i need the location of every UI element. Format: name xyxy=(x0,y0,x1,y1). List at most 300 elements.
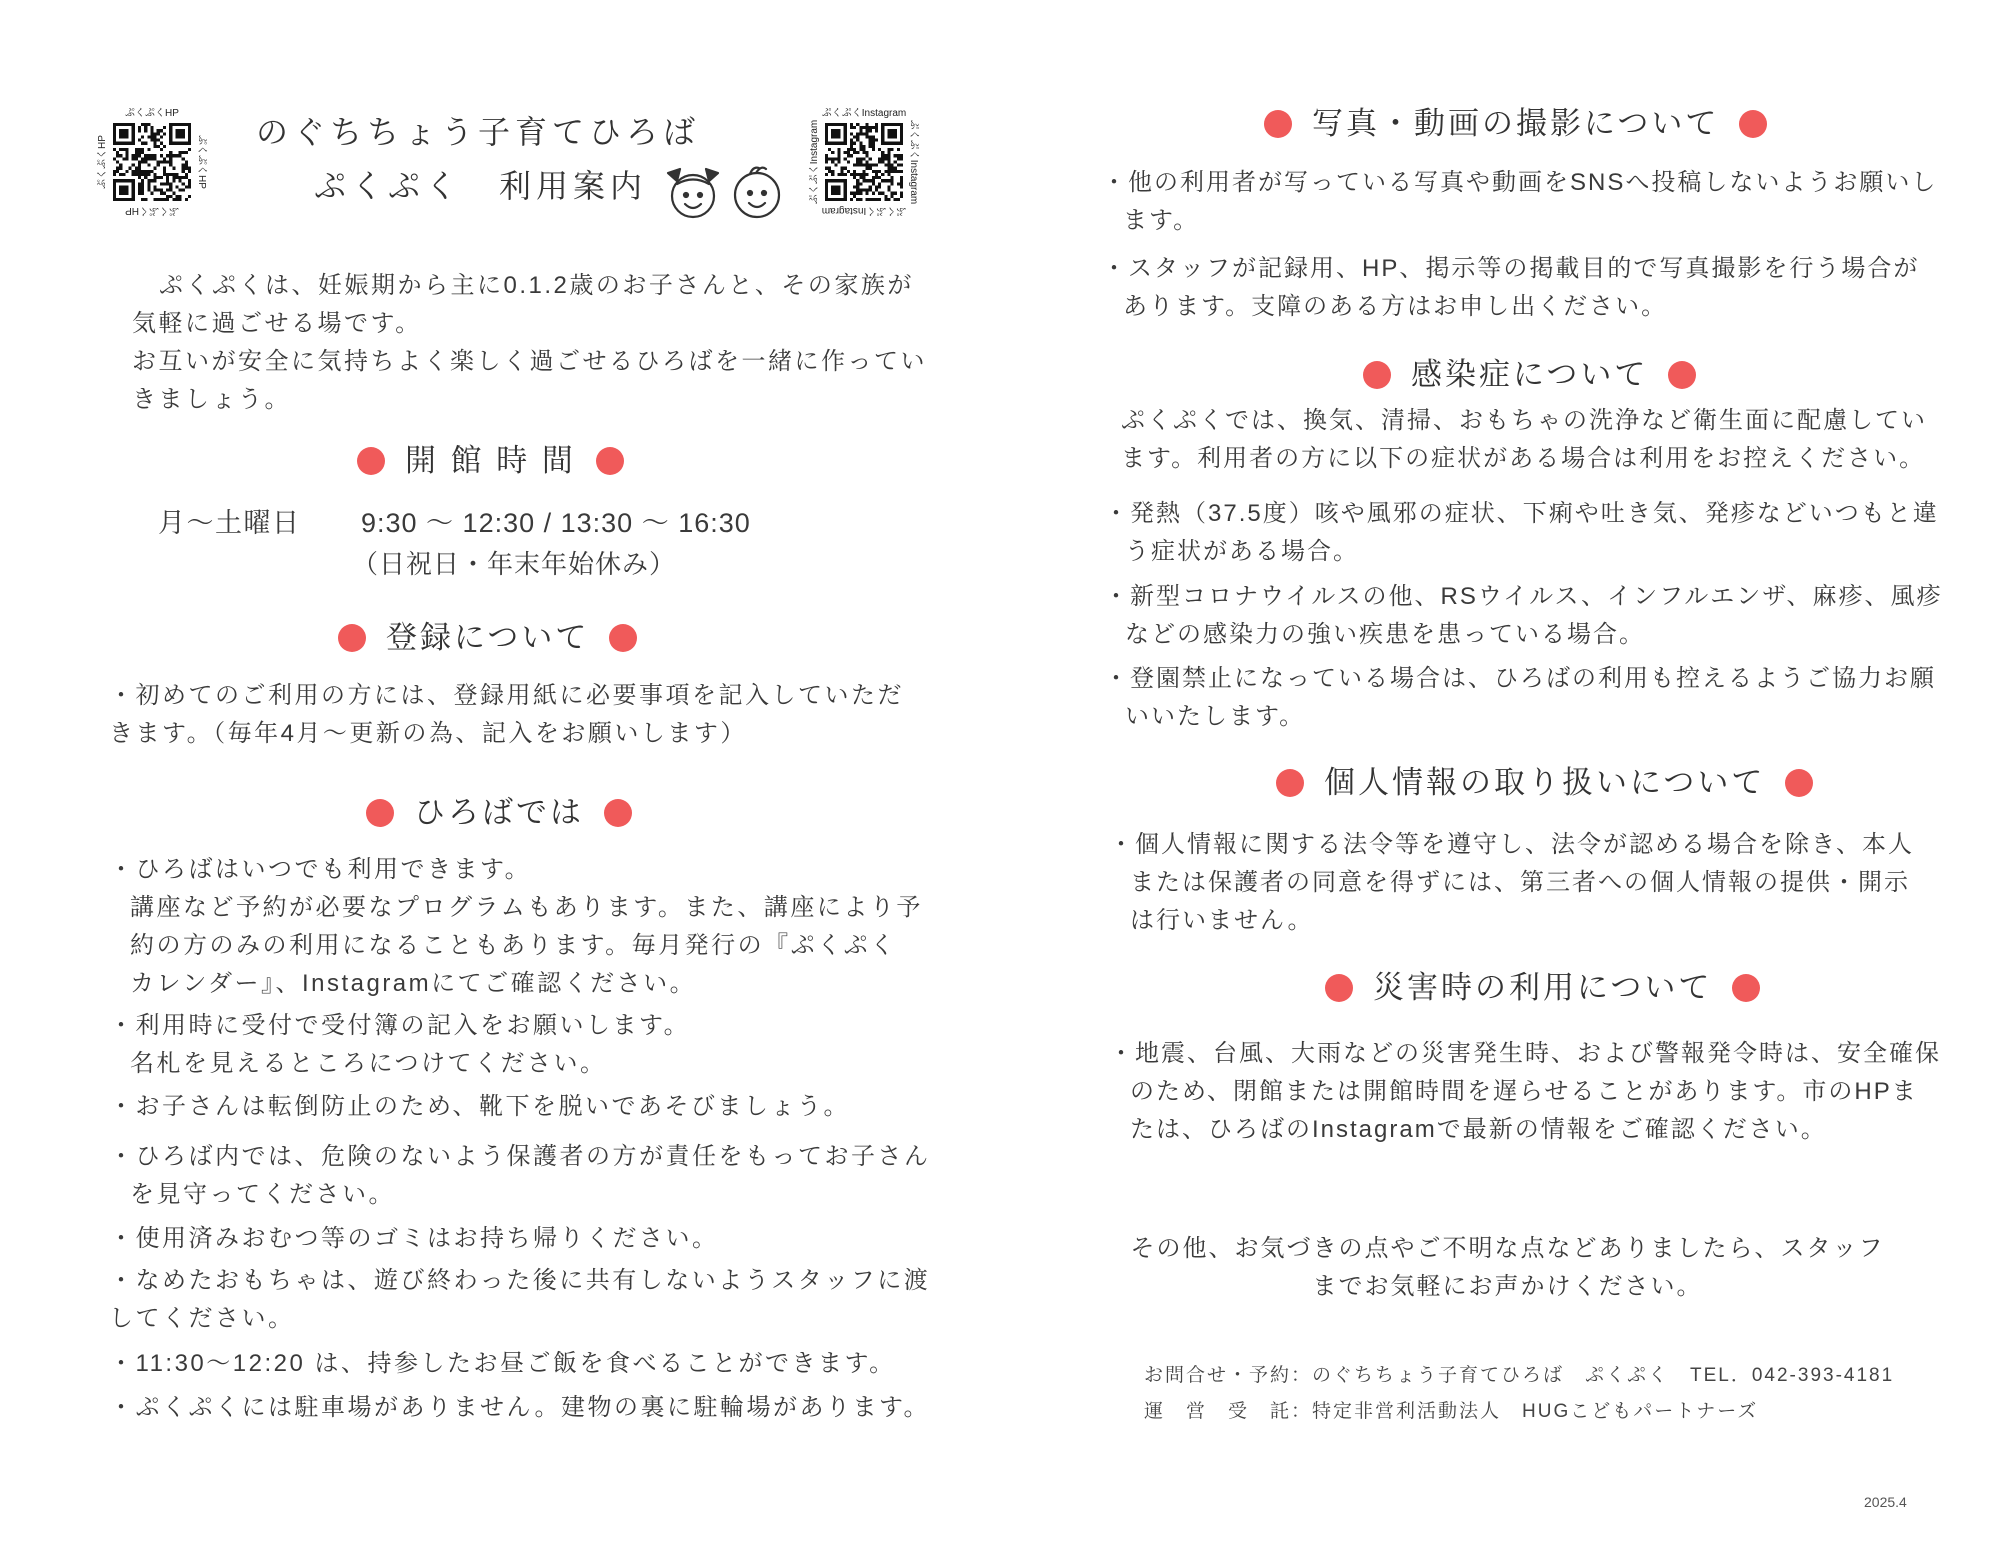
boy-eye-right xyxy=(762,191,766,195)
qr-module xyxy=(856,160,859,163)
qr-module xyxy=(119,173,122,176)
qr-module xyxy=(163,173,166,176)
qr-module xyxy=(862,189,865,192)
qr-module xyxy=(157,164,160,167)
opening-times: 9:30 〜 12:30 / 13:30 〜 16:30 xyxy=(361,508,751,538)
rule-list-item xyxy=(109,1220,719,1258)
qr-module xyxy=(144,129,147,132)
qr-module xyxy=(144,123,147,126)
qr-module xyxy=(869,129,872,132)
photo-rule-line: あります。支障のある方はお申し出ください。 xyxy=(1123,293,1668,320)
photo-rule-line: ます。 xyxy=(1123,207,1200,234)
qr-module xyxy=(887,173,890,176)
qr-module xyxy=(869,135,872,138)
qr-module xyxy=(884,154,887,157)
qr-module xyxy=(831,185,840,194)
qr-module xyxy=(138,173,141,176)
qr-module xyxy=(166,173,169,176)
rule-line: 約の方のみの利用になることもあります。毎月発行の『ぷくぷく xyxy=(130,932,897,959)
qr-module xyxy=(185,198,188,201)
qr-module xyxy=(135,157,138,160)
qr-module xyxy=(141,142,144,145)
qr-module xyxy=(856,173,859,176)
qr-code-hp-badge xyxy=(96,106,208,218)
qr-module xyxy=(179,195,182,198)
qr-module xyxy=(125,148,128,151)
qr-module xyxy=(147,182,150,185)
qr-module xyxy=(175,176,178,179)
qr-module xyxy=(862,179,865,182)
qr-code-instagram xyxy=(825,123,903,201)
qr-module xyxy=(179,154,182,157)
qr-module xyxy=(850,123,853,126)
qr-module xyxy=(141,148,144,151)
qr-module xyxy=(138,160,141,163)
qr-module xyxy=(150,170,153,173)
qr-module xyxy=(166,195,169,198)
qr-module xyxy=(900,164,903,167)
qr-module xyxy=(138,167,141,170)
qr-module xyxy=(844,151,847,154)
qr-module xyxy=(859,176,862,179)
qr-module xyxy=(850,198,853,201)
qr-module xyxy=(147,189,150,192)
qr-module xyxy=(866,154,869,157)
qr-module xyxy=(150,157,153,160)
qr-module xyxy=(831,129,840,138)
qr-module xyxy=(163,145,166,148)
qr-module xyxy=(866,126,869,129)
heading-dot-right xyxy=(1668,361,1696,389)
qr-module xyxy=(897,164,900,167)
qr-module xyxy=(866,151,869,154)
qr-module xyxy=(182,164,185,167)
qr-module xyxy=(862,173,865,176)
qr-module xyxy=(169,173,172,176)
qr-module xyxy=(881,173,884,176)
qr-module xyxy=(169,189,172,192)
qr-module xyxy=(869,179,872,182)
qr-module xyxy=(154,185,157,188)
qr-module xyxy=(866,167,869,170)
privacy-line: は行いません。 xyxy=(1130,907,1314,934)
qr-module xyxy=(154,135,157,138)
qr-module xyxy=(182,151,185,154)
qr-module xyxy=(160,154,163,157)
qr-module xyxy=(144,176,147,179)
qr-module xyxy=(859,145,862,148)
rule-list-item xyxy=(109,1262,930,1338)
qr-module xyxy=(872,179,875,182)
qr-module xyxy=(169,151,172,154)
rule-list-item xyxy=(109,1007,690,1083)
qr-module xyxy=(878,170,881,173)
qr-module xyxy=(141,198,144,201)
qr-module xyxy=(188,179,191,182)
infection-line: ・発熱（37.5度）咳や風邪の症状、下痢や吐き気、発疹などいつもと違 xyxy=(1104,500,1939,527)
qr-module xyxy=(872,145,875,148)
intro-paragraph xyxy=(132,267,927,419)
qr-module xyxy=(887,179,890,182)
qr-module xyxy=(850,132,853,135)
qr-module xyxy=(856,189,859,192)
qr-module xyxy=(172,176,175,179)
qr-module xyxy=(825,160,828,163)
qr-module xyxy=(172,167,175,170)
heading-dot-right xyxy=(596,447,624,475)
qr-module xyxy=(113,148,116,151)
qr-module xyxy=(150,132,153,135)
qr-module xyxy=(872,176,875,179)
qr-module xyxy=(866,123,869,126)
qr-module xyxy=(891,164,894,167)
qr-module xyxy=(113,157,116,160)
rule-line: カレンダー』、Instagramにてご確認ください。 xyxy=(130,970,697,997)
qr-module xyxy=(125,151,128,154)
qr-module xyxy=(138,185,141,188)
qr-hp-label-top: ぷくぷくHP xyxy=(125,108,179,119)
qr-module xyxy=(862,157,865,160)
qr-module xyxy=(150,126,153,129)
qr-module xyxy=(884,195,887,198)
qr-module xyxy=(869,164,872,167)
qr-module xyxy=(841,173,844,176)
qr-module xyxy=(831,170,834,173)
contact-inquiry: お問合せ・予約：のぐちちょう子育てひろば ぷくぷく TEL．042-393-4181 xyxy=(1144,1365,1895,1386)
qr-module xyxy=(850,173,853,176)
registration-heading xyxy=(338,616,637,660)
qr-module xyxy=(850,154,853,157)
qr-module xyxy=(179,198,182,201)
qr-module xyxy=(862,132,865,135)
qr-module xyxy=(116,154,119,157)
qr-module xyxy=(141,135,144,138)
qr-module xyxy=(859,142,862,145)
qr-module xyxy=(859,173,862,176)
qr-module xyxy=(859,148,862,151)
qr-module xyxy=(828,148,831,151)
qr-module xyxy=(884,157,887,160)
qr-module xyxy=(856,139,859,142)
qr-module xyxy=(150,139,153,142)
qr-module xyxy=(897,157,900,160)
qr-module xyxy=(881,157,884,160)
rule-list-item xyxy=(109,1389,930,1427)
qr-module xyxy=(837,160,840,163)
qr-module xyxy=(856,164,859,167)
qr-hp-label-right: ぷくぷくHP xyxy=(196,135,207,189)
page-title-line1: のぐちちょう子育てひろば xyxy=(256,114,701,150)
qr-module xyxy=(138,139,141,142)
privacy-heading xyxy=(1276,761,1813,805)
heading-dot-left xyxy=(1325,974,1353,1002)
qr-module xyxy=(147,185,150,188)
qr-module xyxy=(875,164,878,167)
qr-instagram-label-right: ぷくぷくInstagram xyxy=(908,119,919,205)
qr-module xyxy=(160,176,163,179)
qr-module xyxy=(834,157,837,160)
qr-module xyxy=(185,151,188,154)
qr-module xyxy=(869,142,872,145)
qr-module xyxy=(144,198,147,201)
qr-module xyxy=(887,154,890,157)
qr-module xyxy=(875,185,878,188)
qr-module xyxy=(154,167,157,170)
qr-module xyxy=(157,189,160,192)
qr-module xyxy=(122,173,125,176)
qr-module xyxy=(141,173,144,176)
qr-module xyxy=(887,185,890,188)
qr-module xyxy=(182,167,185,170)
qr-module xyxy=(179,179,182,182)
qr-module xyxy=(147,157,150,160)
photo-rule-item xyxy=(1102,164,1937,240)
qr-module xyxy=(853,173,856,176)
qr-module xyxy=(188,167,191,170)
qr-module xyxy=(169,182,172,185)
closing-message xyxy=(1100,1230,1915,1306)
qr-module xyxy=(116,170,119,173)
qr-module xyxy=(872,198,875,201)
girl-eye-right xyxy=(698,193,702,197)
qr-module xyxy=(135,170,138,173)
qr-module xyxy=(856,198,859,201)
qr-module xyxy=(828,170,831,173)
qr-module xyxy=(141,185,144,188)
qr-module xyxy=(172,154,175,157)
qr-module xyxy=(157,139,160,142)
qr-module xyxy=(135,167,138,170)
qr-module xyxy=(862,170,865,173)
qr-module xyxy=(175,173,178,176)
heading-dot-right xyxy=(1785,769,1813,797)
rule-list-item xyxy=(109,1088,850,1126)
qr-module xyxy=(166,160,169,163)
qr-module xyxy=(831,157,834,160)
qr-module xyxy=(188,182,191,185)
qr-module xyxy=(869,189,872,192)
qr-module xyxy=(875,123,878,126)
girl-face-icon xyxy=(668,169,718,217)
qr-module xyxy=(157,132,160,135)
photo-rule-line: ・他の利用者が写っている写真や動画をSNSへ投稿しないようお願いし xyxy=(1102,169,1938,196)
qr-module xyxy=(872,148,875,151)
qr-module xyxy=(869,157,872,160)
qr-module xyxy=(147,148,150,151)
privacy-line: または保護者の同意を得ずには、第三者への個人情報の提供・開示 xyxy=(1130,869,1910,896)
qr-module xyxy=(881,179,884,182)
qr-module xyxy=(866,192,869,195)
qr-module xyxy=(147,164,150,167)
qr-module xyxy=(119,148,122,151)
qr-module xyxy=(175,198,178,201)
issue-date: 2025.4 xyxy=(1864,1494,1907,1510)
qr-module xyxy=(900,192,903,195)
infection-line: などの感染力の強い疾患を患っている場合。 xyxy=(1125,621,1645,648)
qr-module xyxy=(182,170,185,173)
qr-module xyxy=(160,198,163,201)
boy-eye-left xyxy=(748,191,752,195)
qr-module xyxy=(144,157,147,160)
photo-heading-text: 写真・動画の撮影について xyxy=(1312,106,1720,141)
boy-smile xyxy=(749,203,765,207)
qr-module xyxy=(138,182,141,185)
rule-line: 名札を見えるところにつけてください。 xyxy=(130,1050,607,1077)
qr-module xyxy=(138,148,141,151)
qr-module xyxy=(881,192,884,195)
qr-module xyxy=(172,192,175,195)
qr-module xyxy=(122,157,125,160)
qr-module xyxy=(144,126,147,129)
qr-module xyxy=(872,126,875,129)
qr-module xyxy=(894,160,897,163)
qr-module xyxy=(132,164,135,167)
qr-module xyxy=(875,176,878,179)
qr-module xyxy=(138,189,141,192)
infection-line: いいたします。 xyxy=(1125,703,1306,730)
qr-module xyxy=(150,179,153,182)
qr-module xyxy=(859,126,862,129)
qr-module xyxy=(891,148,894,151)
qr-module xyxy=(891,167,894,170)
qr-module xyxy=(884,164,887,167)
qr-module xyxy=(135,151,138,154)
qr-module xyxy=(866,132,869,135)
rule-line: ・お子さんは転倒防止のため、靴下を脱いであそびましょう。 xyxy=(109,1093,851,1120)
qr-module xyxy=(138,170,141,173)
qr-module xyxy=(144,160,147,163)
infection-heading-text: 感染症について xyxy=(1411,357,1649,392)
qr-module xyxy=(179,151,182,154)
closing-line: までお気軽にお声かけください。 xyxy=(1312,1273,1703,1300)
qr-module xyxy=(856,192,859,195)
qr-module xyxy=(138,151,141,154)
qr-module xyxy=(175,154,178,157)
qr-module xyxy=(862,126,865,129)
qr-module xyxy=(853,192,856,195)
qr-module xyxy=(163,160,166,163)
qr-module xyxy=(144,154,147,157)
qr-module xyxy=(166,189,169,192)
qr-module xyxy=(878,148,881,151)
qr-module xyxy=(154,176,157,179)
qr-module xyxy=(856,123,859,126)
qr-module xyxy=(859,189,862,192)
qr-module xyxy=(169,195,172,198)
qr-module xyxy=(169,160,172,163)
qr-module xyxy=(119,154,122,157)
qr-module xyxy=(891,182,894,185)
qr-module xyxy=(887,189,890,192)
qr-module xyxy=(894,198,897,201)
qr-module xyxy=(182,182,185,185)
qr-module xyxy=(831,173,834,176)
qr-module xyxy=(884,179,887,182)
qr-module xyxy=(887,157,890,160)
registration-line: ・初めてのご利用の方には、登録用紙に必要事項を記入していただ xyxy=(109,682,904,709)
qr-module xyxy=(125,157,128,160)
qr-module xyxy=(853,164,856,167)
qr-module xyxy=(878,160,881,163)
qr-module xyxy=(866,135,869,138)
photo-rule-item xyxy=(1102,250,1919,326)
qr-module xyxy=(878,198,881,201)
qr-module xyxy=(119,185,128,194)
qr-module xyxy=(119,164,122,167)
qr-module xyxy=(900,157,903,160)
rule-line: ・利用時に受付で受付簿の記入をお願いします。 xyxy=(109,1012,691,1039)
qr-module xyxy=(150,135,153,138)
qr-module xyxy=(188,170,191,173)
qr-module xyxy=(188,195,191,198)
qr-module xyxy=(157,129,160,132)
qr-module xyxy=(859,182,862,185)
qr-module xyxy=(166,179,169,182)
disaster-line: たは、ひろばのInstagramで最新の情報をご確認ください。 xyxy=(1130,1116,1827,1143)
qr-module xyxy=(122,148,125,151)
qr-module xyxy=(175,129,184,138)
qr-module xyxy=(163,170,166,173)
qr-module xyxy=(135,173,138,176)
rule-list-item xyxy=(109,1138,931,1214)
infection-line: う症状がある場合。 xyxy=(1125,538,1359,565)
qr-module xyxy=(881,151,884,154)
qr-module xyxy=(875,170,878,173)
qr-module xyxy=(856,179,859,182)
qr-module xyxy=(160,160,163,163)
qr-module xyxy=(141,182,144,185)
qr-module xyxy=(157,176,160,179)
photo-rule-line: ・スタッフが記録用、HP、掲示等の掲載目的で写真撮影を行う場合が xyxy=(1102,255,1920,282)
qr-module xyxy=(850,145,853,148)
qr-module xyxy=(825,157,828,160)
page-title-line2: ぷくぷく 利用案内 xyxy=(314,168,648,204)
qr-module xyxy=(853,185,856,188)
qr-module xyxy=(837,173,840,176)
heading-dot-right xyxy=(604,799,632,827)
qr-module xyxy=(825,167,828,170)
qr-module xyxy=(166,154,169,157)
registration-note xyxy=(109,677,904,753)
qr-module xyxy=(866,198,869,201)
qr-module xyxy=(834,164,837,167)
qr-module xyxy=(884,198,887,201)
heading-dot-left xyxy=(366,799,394,827)
qr-hp-label-left: ぷくぷくHP xyxy=(97,135,108,189)
qr-module xyxy=(182,157,185,160)
qr-module xyxy=(154,179,157,182)
qr-module xyxy=(894,154,897,157)
closed-days: （日祝日・年末年始休み） xyxy=(352,549,677,579)
qr-module xyxy=(160,135,163,138)
qr-module xyxy=(869,139,872,142)
qr-instagram-label-top: ぷくぷくInstagram xyxy=(821,108,907,119)
infection-heading xyxy=(1363,353,1696,397)
qr-module xyxy=(188,185,191,188)
qr-module xyxy=(866,173,869,176)
qr-module xyxy=(125,154,128,157)
qr-module xyxy=(169,154,172,157)
qr-module xyxy=(872,135,875,138)
qr-module xyxy=(859,198,862,201)
qr-module xyxy=(897,182,900,185)
qr-module xyxy=(144,170,147,173)
qr-module xyxy=(828,167,831,170)
qr-module xyxy=(859,132,862,135)
qr-module xyxy=(859,164,862,167)
qr-module xyxy=(887,160,890,163)
registration-heading-text: 登録について xyxy=(386,620,590,655)
